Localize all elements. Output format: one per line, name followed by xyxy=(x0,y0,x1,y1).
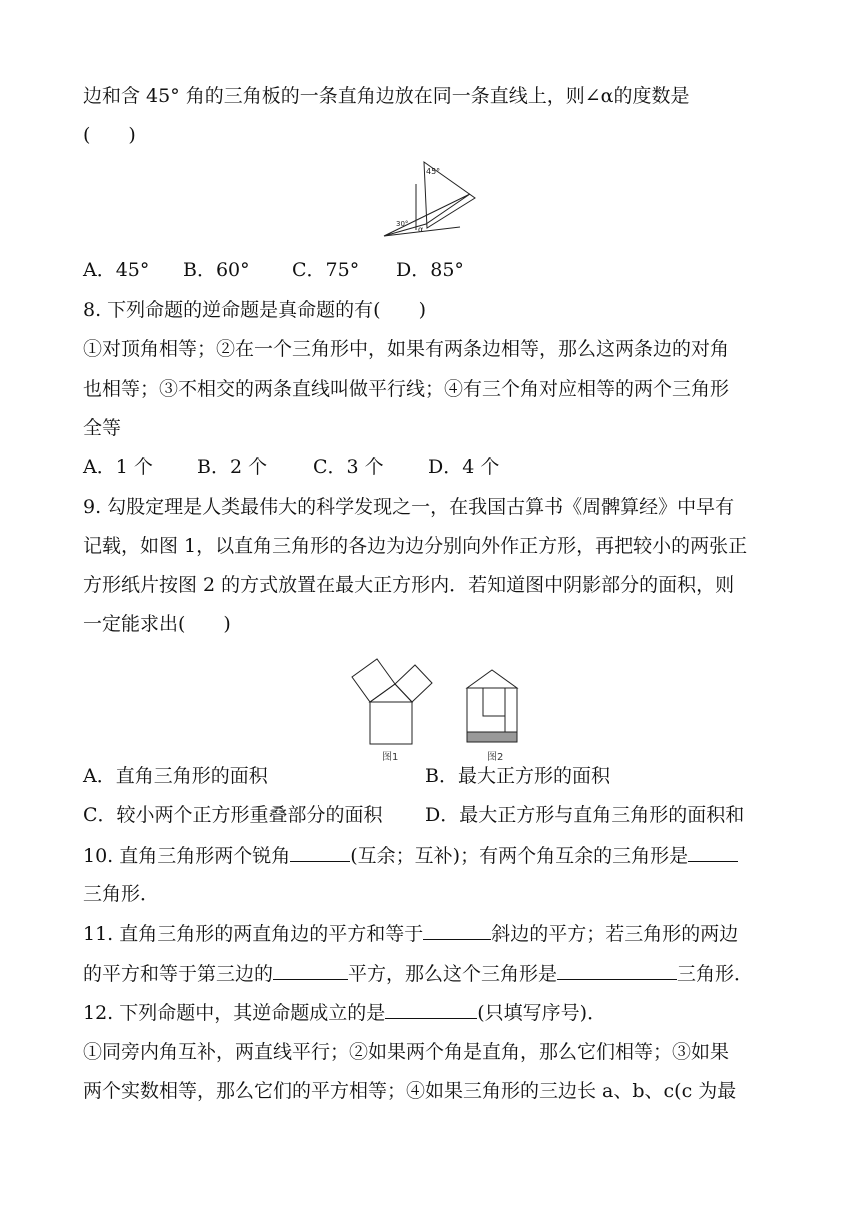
q8-option-c: C．3 个 xyxy=(313,456,384,478)
q8-option-a: A．1 个 xyxy=(83,456,153,478)
q9-option-d: D．最大正方形与直角三角形的面积和 xyxy=(425,804,745,826)
q8-text-line2: 也相等；③不相交的两条直线叫做平行线；④有三个角对应相等的两个三角形 xyxy=(83,378,730,400)
q8-text-line1: ①对顶角相等；②在一个三角形中，如果有两条边相等，那么这两条边的对角 xyxy=(83,338,730,360)
small-square xyxy=(483,688,505,716)
q7-option-c: C．75° xyxy=(292,259,360,281)
figure-2-caption: 图2 xyxy=(487,752,504,763)
q9-text-line4: 一定能求出( ) xyxy=(83,613,231,635)
q9-text-line3: 方形纸片按图 2 的方式放置在最大正方形内．若知道图中阴影部分的面积，则 xyxy=(83,574,735,596)
q10-blank-1[interactable] xyxy=(290,843,350,862)
q10-line2: 三角形． xyxy=(83,883,160,905)
q8-option-d: D．4 个 xyxy=(428,456,500,478)
q12-text-line3: 两个实数相等，那么它们的平方相等；④如果三角形的三边长 a、b、c(c 为最 xyxy=(83,1080,737,1102)
top-triangle xyxy=(467,670,517,688)
q11-part5: 三角形． xyxy=(677,963,754,985)
q10-part1: 10. 直角三角形两个锐角 xyxy=(83,845,291,867)
label-30: 30° xyxy=(396,220,409,228)
shaded-region xyxy=(467,732,517,742)
middle-square xyxy=(467,688,505,732)
q11-part4: 平方，那么这个三角形是 xyxy=(348,963,558,985)
q8-stem: 8. 下列命题的逆命题是真命题的有( ) xyxy=(83,299,426,321)
q11-part2: 斜边的平方；若三角形的两边 xyxy=(491,923,739,945)
q7-option-d: D．85° xyxy=(396,259,464,281)
q9-option-c: C．较小两个正方形重叠部分的面积 xyxy=(83,804,383,826)
q11-part1: 11. 直角三角形的两直角边的平方和等于 xyxy=(83,923,424,945)
q9-text-line2: 记载，如图 1，以直角三角形的各边为边分别向外作正方形，再把较小的两张正 xyxy=(83,535,748,557)
q8-option-b: B．2 个 xyxy=(197,456,268,478)
q9-option-a: A．直角三角形的面积 xyxy=(83,765,268,787)
label-alpha: α xyxy=(418,225,424,234)
q11-blank-2[interactable] xyxy=(273,961,348,980)
triangle-rulers-figure xyxy=(380,160,480,240)
q11-blank-3[interactable] xyxy=(557,961,677,980)
q7-option-b: B．60° xyxy=(183,259,250,281)
q11-part3: 的平方和等于第三边的 xyxy=(83,963,274,985)
pythagoras-figure-1 xyxy=(344,650,440,746)
q10-part2: (互余；互补)；有两个角互余的三角形是 xyxy=(350,845,689,867)
q7-text-line1: 边和含 45° 角的三角板的一条直角边放在同一条直线上，则∠α的度数是 xyxy=(83,85,690,107)
q11-blank-1[interactable] xyxy=(423,921,491,940)
q9-text-line1: 9. 勾股定理是人类最伟大的科学发现之一，在我国古算书《周髀算经》中早有 xyxy=(83,496,735,518)
q12-blank[interactable] xyxy=(385,1000,477,1019)
label-45: 45° xyxy=(426,167,441,176)
q10-blank-2[interactable] xyxy=(688,843,738,862)
q9-option-b: B．最大正方形的面积 xyxy=(425,765,610,787)
large-square xyxy=(370,702,412,744)
q12-part2: (只填写序号)． xyxy=(477,1002,607,1024)
q12-part1: 12. 下列命题中，其逆命题成立的是 xyxy=(83,1002,386,1024)
left-square xyxy=(352,659,395,702)
q8-text-line3: 全等 xyxy=(83,417,122,439)
right-square xyxy=(395,665,432,702)
figure-1-caption: 图1 xyxy=(382,752,399,763)
pythagoras-figure-2 xyxy=(464,650,520,746)
q11-line1 xyxy=(83,921,738,946)
ruler-30-triangle xyxy=(384,194,470,236)
q12-line1 xyxy=(83,1000,606,1025)
q11-line2 xyxy=(83,961,753,986)
q7-option-a: A．45° xyxy=(83,259,150,281)
q12-text-line2: ①同旁内角互补，两直线平行；②如果两个角是直角，那么它们相等；③如果 xyxy=(83,1041,730,1063)
q10-line1 xyxy=(83,843,738,868)
q7-answer-bracket: ( ) xyxy=(83,124,136,146)
